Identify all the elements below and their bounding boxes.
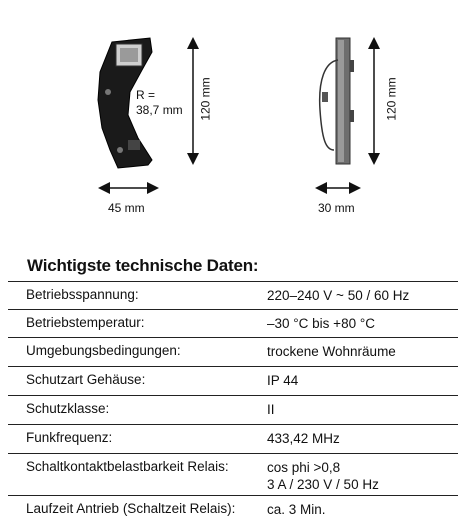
spec-label: Umgebungsbedingungen: (26, 343, 181, 358)
front-height-label: 120 mm (198, 77, 213, 121)
specs-table (8, 281, 458, 523)
table-row (8, 366, 458, 395)
specs-title: Wichtigste technische Daten: (27, 256, 259, 275)
front-radius-line1: R = (136, 88, 156, 102)
product-dimension-figure (0, 0, 460, 230)
spec-value: II (267, 402, 275, 417)
spec-value: –30 °C bis +80 °C (267, 316, 375, 331)
side-view-device (320, 38, 354, 164)
front-width-label: 45 mm (108, 201, 145, 215)
table-row (8, 337, 458, 366)
side-height-label: 120 mm (384, 77, 399, 121)
spec-value: trockene Wohnräume (267, 344, 396, 359)
spec-label: Laufzeit Antrieb (Schaltzeit Relais): (26, 501, 236, 516)
spec-label: Schutzklasse: (26, 401, 110, 416)
spec-value: 220–240 V ~ 50 / 60 Hz (267, 288, 410, 303)
spec-label: Betriebsspannung: (26, 287, 139, 302)
spec-value (267, 459, 379, 493)
spec-value: 433,42 MHz (267, 431, 340, 446)
spec-value: ca. 3 Min. (267, 502, 326, 517)
spec-label: Schaltkontaktbelastbarkeit Relais: (26, 459, 229, 474)
spec-value-line1: cos phi >0,8 (267, 460, 341, 475)
spec-label: Funkfrequenz: (26, 430, 113, 445)
spec-value-line2: 3 A / 230 V / 50 Hz (267, 477, 379, 492)
table-row (8, 395, 458, 424)
spec-label: Betriebstemperatur: (26, 315, 145, 330)
front-radius-line2: 38,7 mm (136, 103, 183, 117)
side-width-label: 30 mm (318, 201, 355, 215)
table-row (8, 453, 458, 495)
front-radius-label (136, 88, 183, 118)
spec-label: Schutzart Gehäuse: (26, 372, 146, 387)
table-row (8, 309, 458, 337)
table-row (8, 281, 458, 309)
table-row (8, 424, 458, 453)
spec-value: IP 44 (267, 373, 299, 388)
